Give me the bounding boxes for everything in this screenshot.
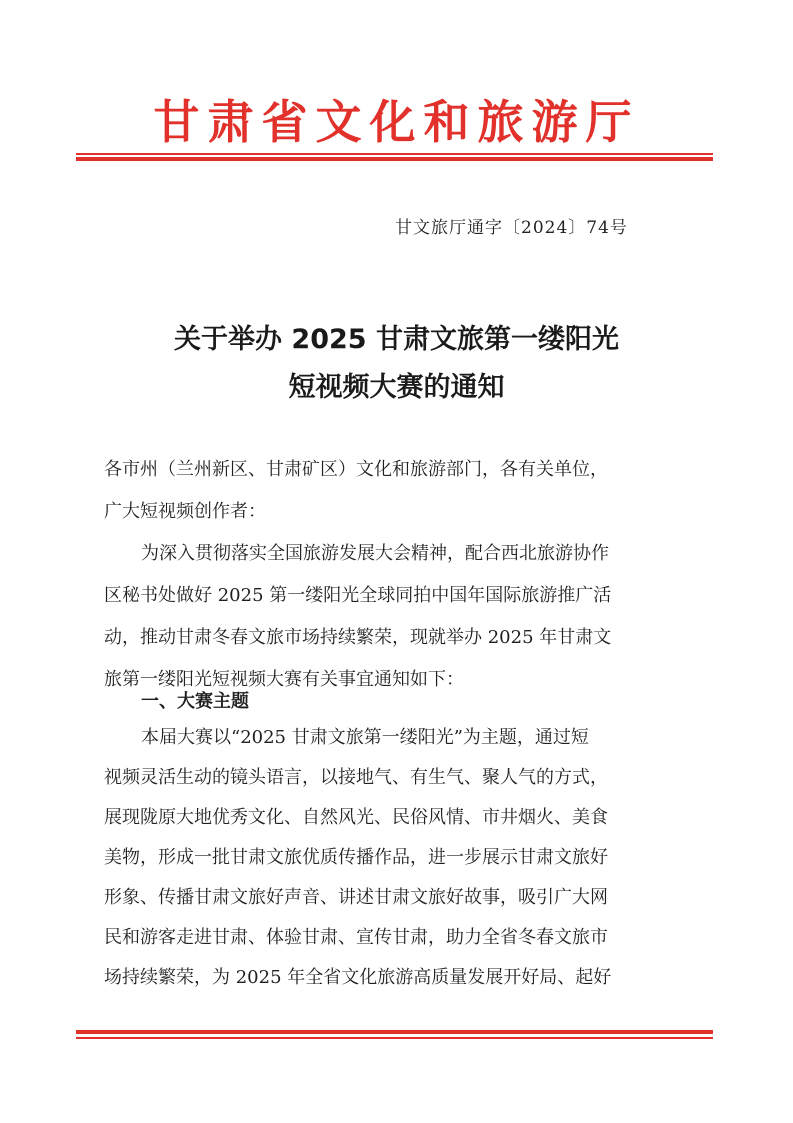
paragraph-line: 视频灵活生动的镜头语言，以接地气、有生气、聚人气的方式， [104,767,608,788]
paragraph-line: 场持续繁荣，为 2025 年全省文化旅游高质量发展开好局、起好 [104,967,612,988]
notice-title-line-1: 关于举办 2025 甘肃文旅第一缕阳光 [174,324,619,355]
paragraph-line: 民和游客走进甘肃、体验甘肃、宣传甘肃，助力全省冬春文旅市 [104,927,608,948]
letterhead-title: 甘肃省文化和旅游厅 [153,95,640,149]
footer-rule-thin [76,1037,713,1039]
addressee-line: 广大短视频创作者： [104,501,266,522]
notice-title-line-2: 短视频大赛的通知 [288,372,505,403]
addressee-line: 各市州（兰州新区、甘肃矿区）文化和旅游部门，各有关单位， [104,459,608,480]
paragraph-line: 本届大赛以“2025 甘肃文旅第一缕阳光”为主题，通过短 [141,727,589,748]
section-heading: 一、大赛主题 [141,691,249,712]
paragraph-line: 区秘书处做好 2025 第一缕阳光全球同拍中国年国际旅游推广活 [104,585,612,606]
paragraph-line: 动，推动甘肃冬春文旅市场持续繁荣，现就举办 2025 年甘肃文 [104,627,612,648]
paragraph-line: 展现陇原大地优秀文化、自然风光、民俗风情、市井烟火、美食 [104,807,608,828]
header-rule-thick [76,157,713,161]
paragraph-line: 美物，形成一批甘肃文旅优质传播作品，进一步展示甘肃文旅好 [104,847,608,868]
header-rule-thin [76,153,713,155]
paragraph-line: 旅第一缕阳光短视频大赛有关事宜通知如下： [104,669,464,690]
paragraph-line: 为深入贯彻落实全国旅游发展大会精神，配合西北旅游协作 [141,543,609,564]
footer-rule-thick [76,1030,713,1034]
document-number: 甘文旅厅通字〔2024〕74号 [395,218,628,238]
paragraph-line: 形象、传播甘肃文旅好声音、讲述甘肃文旅好故事，吸引广大网 [104,887,608,908]
